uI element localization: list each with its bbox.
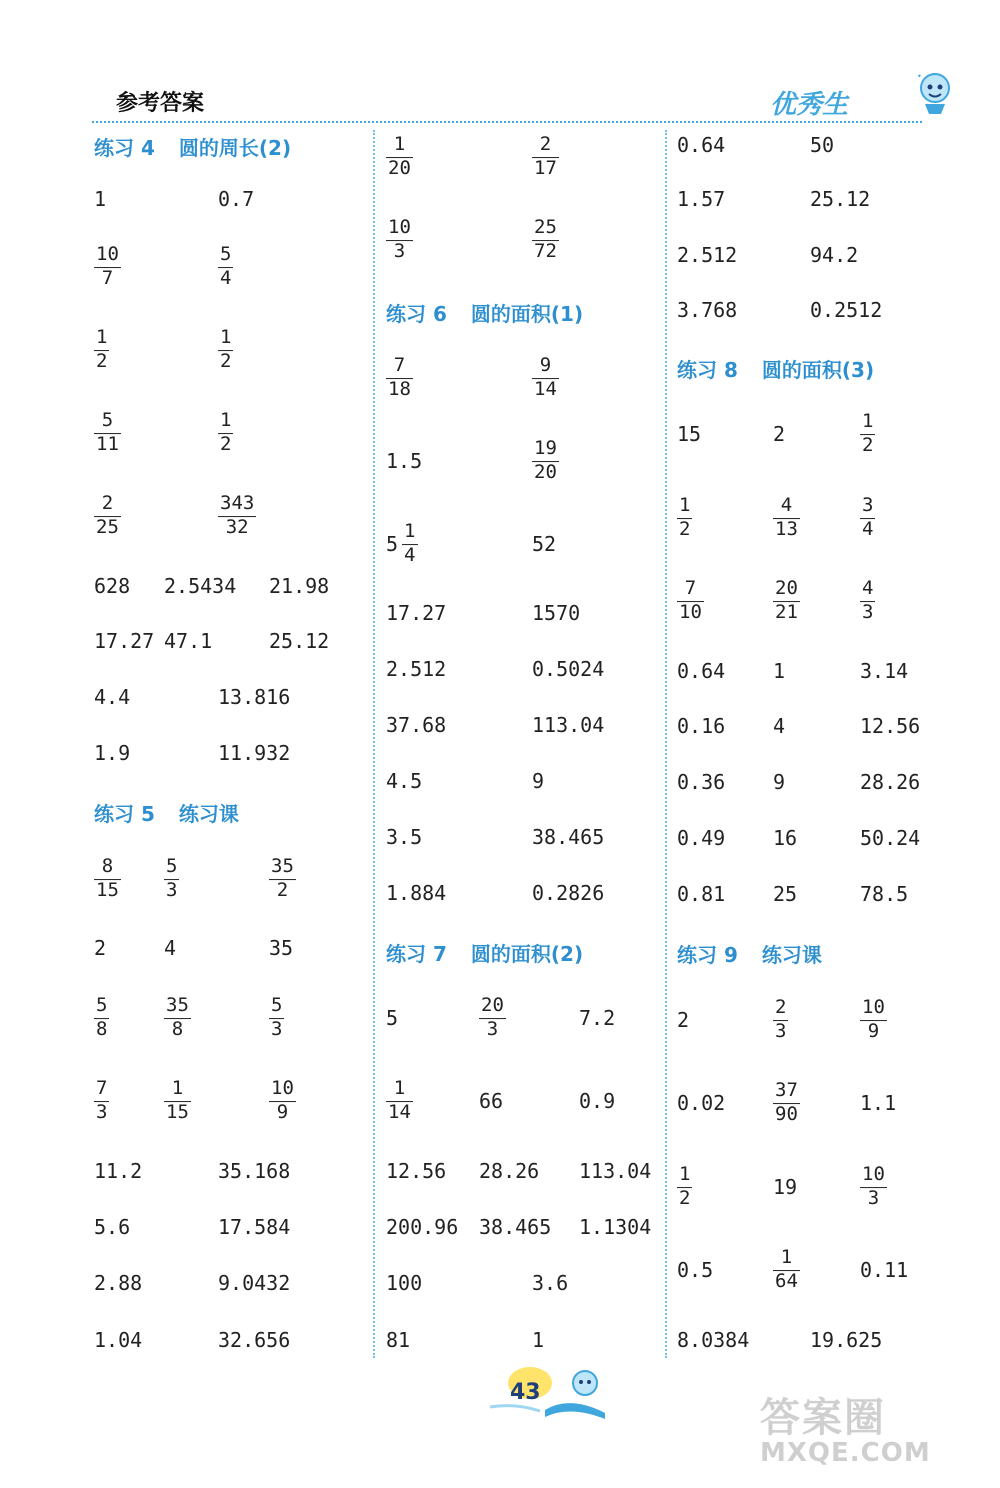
answer-value: 0.5 [677, 1258, 714, 1282]
answer-value: 28.26 [479, 1159, 540, 1183]
answer-value: 2.5434 [164, 574, 237, 598]
page-header-title: 参考答案 [116, 91, 205, 116]
answer-value: 1.5 [386, 449, 423, 473]
answer-value: 25.12 [269, 629, 330, 653]
fraction-denominator: 3 [271, 1018, 283, 1040]
fraction-denominator: 2 [679, 1187, 691, 1209]
fraction-denominator: 72 [534, 240, 557, 262]
answer-value: 3.14 [860, 659, 909, 683]
fraction [94, 1079, 109, 1123]
fraction-numerator: 20 [775, 577, 798, 600]
fraction-denominator: 4 [862, 518, 874, 540]
answer-value [860, 1165, 887, 1209]
answer-value [677, 496, 692, 540]
fraction [218, 411, 233, 455]
header-divider [92, 121, 922, 123]
fraction-numerator: 9 [539, 354, 552, 377]
fraction [532, 218, 559, 262]
fraction [94, 857, 121, 901]
fraction-numerator: 5 [271, 994, 283, 1017]
answer-value [94, 857, 121, 901]
fraction-denominator: 21 [775, 601, 798, 623]
fraction-denominator: 18 [388, 378, 411, 400]
exercise-heading [677, 939, 822, 968]
answer-value: 25.12 [810, 187, 871, 211]
fraction [164, 1079, 191, 1123]
answer-value: 100 [386, 1271, 423, 1295]
answer-value: 628 [94, 574, 131, 598]
answer-value: 5 $\frac{1}{4}$ [386, 520, 416, 566]
answer-value: 15 [677, 422, 702, 446]
fraction-numerator: 7 [96, 1077, 108, 1100]
fraction-numerator: 1 [404, 520, 416, 543]
answer-value [218, 494, 256, 538]
answer-value: 0.2512 [810, 298, 883, 322]
fraction-denominator: 14 [534, 378, 557, 400]
fraction [94, 494, 121, 538]
answer-value [386, 1079, 413, 1123]
answer-value: 0.64 [677, 133, 726, 157]
answer-value: 12.56 [386, 1159, 447, 1183]
answer-value: 21.98 [269, 574, 330, 598]
fraction-denominator: 3 [486, 1018, 499, 1040]
fraction [773, 998, 788, 1042]
fraction-numerator: 10 [271, 1077, 294, 1100]
watermark-site: MXQE.COM [760, 1438, 931, 1468]
fraction-numerator: 1 [96, 326, 108, 349]
answer-value: 1570 [532, 601, 581, 625]
answer-value: 4 [773, 714, 786, 738]
fraction [773, 496, 800, 540]
fraction-numerator: 10 [862, 1163, 885, 1186]
fraction-denominator: 2 [220, 350, 232, 372]
fraction-numerator: 1 [393, 133, 406, 156]
fraction-denominator: 3 [96, 1101, 108, 1123]
answer-value [532, 135, 559, 179]
fraction-numerator: 5 [101, 409, 114, 432]
exercise-number: 练习 6 [386, 302, 447, 326]
answer-value [773, 1081, 800, 1125]
answer-value: 1.9 [94, 741, 131, 765]
answer-value [386, 218, 413, 262]
fraction [677, 1165, 692, 1209]
fraction [532, 439, 559, 483]
answer-value [164, 1079, 191, 1123]
exercise-title: 圆的面积(1) [470, 302, 584, 326]
fraction-numerator: 5 [166, 855, 178, 878]
fraction [269, 1079, 296, 1123]
answer-value [532, 439, 559, 483]
answer-value [94, 328, 109, 372]
fraction [773, 1081, 800, 1125]
fraction [860, 1165, 887, 1209]
fraction-denominator: 2 [96, 350, 108, 372]
answer-value: 0.5024 [532, 657, 605, 681]
answer-value: 4 [164, 936, 177, 960]
answer-value: 0.49 [677, 826, 726, 850]
answer-value [532, 218, 559, 262]
fraction-numerator: 4 [862, 577, 874, 600]
fraction-denominator: 3 [166, 879, 178, 901]
answer-value [218, 245, 233, 289]
answer-value [386, 135, 413, 179]
answer-value: 7.2 [579, 1006, 616, 1030]
fraction-numerator: 10 [862, 996, 885, 1019]
fraction-numerator: 8 [101, 855, 114, 878]
answer-value: 1.57 [677, 187, 726, 211]
answer-value: 0.7 [218, 187, 255, 211]
fraction-numerator: 1 [679, 494, 691, 517]
fraction [677, 579, 704, 623]
answer-value [94, 1079, 109, 1123]
answer-value [677, 579, 704, 623]
answer-value: 12.56 [860, 714, 921, 738]
answer-value: 50.24 [860, 826, 921, 850]
answer-value: 0.64 [677, 659, 726, 683]
fraction [677, 496, 692, 540]
answer-value: 200.96 [386, 1215, 459, 1239]
fraction-numerator: 2 [775, 996, 787, 1019]
answer-value: 1.04 [94, 1328, 143, 1352]
fraction [218, 245, 233, 289]
fraction [773, 579, 800, 623]
mascot-icon [915, 70, 955, 116]
answer-value [860, 412, 875, 456]
fraction [860, 579, 875, 623]
answer-value: 113.04 [532, 713, 605, 737]
answer-value: 17.584 [218, 1215, 291, 1239]
answer-value [479, 996, 506, 1040]
answer-value: 4.4 [94, 685, 131, 709]
answer-value: 81 [386, 1328, 411, 1352]
answer-value [860, 579, 875, 623]
fraction-denominator: 3 [867, 1187, 880, 1209]
answer-value: 17.27 [386, 601, 447, 625]
answer-value: 9 [532, 769, 545, 793]
answer-value [164, 857, 179, 901]
fraction-numerator: 25 [534, 216, 557, 239]
answer-value [269, 1079, 296, 1123]
exercise-number: 练习 7 [386, 942, 447, 966]
fraction-numerator: 2 [539, 133, 552, 156]
answer-value [164, 996, 191, 1040]
answer-value: 4.5 [386, 769, 423, 793]
answer-value: 1 [532, 1328, 545, 1352]
watermark-logo: 答案圈 [760, 1395, 886, 1441]
fraction-numerator: 3 [862, 494, 874, 517]
fraction-denominator: 2 [220, 433, 232, 455]
answer-value [218, 411, 233, 455]
fraction-denominator: 11 [96, 433, 119, 455]
fraction-denominator: 3 [393, 240, 406, 262]
answer-value [94, 411, 121, 455]
exercise-number: 练习 4 [94, 136, 155, 160]
fraction [860, 998, 887, 1042]
answer-value: 5.6 [94, 1215, 131, 1239]
fraction-numerator: 1 [780, 1246, 793, 1269]
fraction-denominator: 9 [276, 1101, 289, 1123]
fraction [532, 356, 559, 400]
fraction-denominator: 13 [775, 518, 798, 540]
fraction [164, 857, 179, 901]
page-number: 43 [510, 1380, 541, 1405]
answer-value: 28.26 [860, 770, 921, 794]
svg-text:✦: ✦ [917, 71, 922, 80]
fraction [386, 218, 413, 262]
fraction [94, 996, 109, 1040]
exercise-heading [386, 938, 583, 967]
fraction-numerator: 1 [862, 410, 874, 433]
answer-value [94, 245, 121, 289]
fraction [386, 135, 413, 179]
answer-value [532, 356, 559, 400]
fraction-numerator: 343 [220, 492, 255, 515]
answer-value: 35 [269, 936, 294, 960]
answer-value: 35.168 [218, 1159, 291, 1183]
mixed-number [402, 522, 417, 566]
answer-value: 38.465 [532, 825, 605, 849]
answer-value: 25 [773, 882, 798, 906]
exercise-title: 圆的面积(3) [761, 358, 875, 382]
answer-value: 11.932 [218, 741, 291, 765]
answer-value: 3.768 [677, 298, 738, 322]
answer-value: 50 [810, 133, 835, 157]
fraction-numerator: 35 [271, 855, 294, 878]
exercise-heading [94, 132, 291, 161]
answer-value: 2.88 [94, 1271, 143, 1295]
answer-value [860, 496, 875, 540]
answer-value: 66 [479, 1089, 504, 1113]
fraction-denominator: 14 [388, 1101, 411, 1123]
watermark [760, 1395, 990, 1483]
answer-value: 19.625 [810, 1328, 883, 1352]
column-divider [373, 130, 375, 1358]
fraction-denominator: 64 [775, 1270, 798, 1292]
answer-value: 8.0384 [677, 1328, 750, 1352]
fraction-denominator: 3 [862, 601, 874, 623]
answer-value: 94.2 [810, 243, 859, 267]
answer-value: 0.9 [579, 1089, 616, 1113]
fraction [479, 996, 506, 1040]
answer-value [94, 494, 121, 538]
answer-value [269, 996, 284, 1040]
fraction-numerator: 5 [220, 243, 232, 266]
answer-value: 0.16 [677, 714, 726, 738]
fraction-denominator: 15 [166, 1101, 189, 1123]
fraction-numerator: 1 [220, 326, 232, 349]
brand-logo-text: 优秀生 [770, 90, 849, 120]
fraction-denominator: 2 [862, 434, 874, 456]
fraction-denominator: 20 [534, 461, 557, 483]
answer-value: 0.81 [677, 882, 726, 906]
answer-value: 11.2 [94, 1159, 143, 1183]
fraction [773, 1248, 800, 1292]
answer-value: 1 [94, 187, 107, 211]
answer-value: 32.656 [218, 1328, 291, 1352]
fraction-numerator: 7 [393, 354, 406, 377]
fraction [218, 328, 233, 372]
fraction [860, 496, 875, 540]
answer-value: 9.0432 [218, 1271, 291, 1295]
fraction [218, 494, 256, 538]
exercise-heading [94, 798, 239, 827]
fraction-numerator: 5 [96, 994, 108, 1017]
fraction [532, 135, 559, 179]
exercise-title: 圆的面积(2) [470, 942, 584, 966]
answer-value: 13.816 [218, 685, 291, 709]
fraction-denominator: 10 [679, 601, 702, 623]
answer-value [677, 1165, 692, 1209]
exercise-number: 练习 5 [94, 802, 155, 826]
fraction-denominator: 3 [775, 1020, 787, 1042]
fraction-denominator: 8 [171, 1018, 184, 1040]
reading-child-illustration [485, 1355, 625, 1425]
answer-value [269, 857, 296, 901]
fraction-numerator: 1 [171, 1077, 184, 1100]
column-divider [665, 130, 667, 1358]
answer-value: 78.5 [860, 882, 909, 906]
fraction-numerator: 1 [220, 409, 232, 432]
fraction-denominator: 8 [96, 1018, 108, 1040]
answer-value [218, 328, 233, 372]
answer-value [386, 356, 413, 400]
fraction-denominator: 17 [534, 157, 557, 179]
fraction-denominator: 4 [220, 267, 232, 289]
fraction [860, 412, 875, 456]
answer-value: 0.11 [860, 1258, 909, 1282]
fraction-numerator: 19 [534, 437, 557, 460]
answer-value [860, 998, 887, 1042]
answer-value: 38.465 [479, 1215, 552, 1239]
fraction-numerator: 7 [684, 577, 697, 600]
fraction [386, 356, 413, 400]
fraction [94, 411, 121, 455]
answer-value: 19 [773, 1175, 798, 1199]
fraction [269, 857, 296, 901]
answer-value [773, 579, 800, 623]
fraction-numerator: 1 [393, 1077, 406, 1100]
answer-value: 2.512 [677, 243, 738, 267]
answer-value [773, 1248, 800, 1292]
answer-value: 17.27 [94, 629, 155, 653]
fraction [94, 328, 109, 372]
fraction-numerator: 4 [780, 494, 793, 517]
exercise-title: 练习课 [178, 802, 239, 826]
fraction-denominator: 9 [867, 1020, 880, 1042]
answer-value [773, 496, 800, 540]
fraction-denominator: 15 [96, 879, 119, 901]
answer-value: 0.02 [677, 1091, 726, 1115]
answer-value: 2 [94, 936, 107, 960]
answer-value: 2 [773, 422, 786, 446]
answer-value: 1 [773, 659, 786, 683]
fraction-numerator: 10 [388, 216, 411, 239]
fraction-denominator: 25 [96, 516, 119, 538]
fraction-numerator: 37 [775, 1079, 798, 1102]
answer-value: 47.1 [164, 629, 213, 653]
fraction-denominator: 32 [225, 516, 249, 538]
fraction-numerator: 1 [679, 1163, 691, 1186]
answer-value: 2.512 [386, 657, 447, 681]
answer-value: 113.04 [579, 1159, 652, 1183]
answer-value: 1.1 [860, 1091, 897, 1115]
answer-value: 0.2826 [532, 881, 605, 905]
fraction-denominator: 2 [276, 879, 289, 901]
answer-value: 9 [773, 770, 786, 794]
answer-value: 2 [677, 1008, 690, 1032]
fraction [94, 245, 121, 289]
answer-value: 52 [532, 532, 557, 556]
answer-value: 3.6 [532, 1271, 569, 1295]
fraction-denominator: 4 [404, 544, 416, 566]
exercise-heading [677, 354, 874, 383]
answer-value: 5 [386, 1006, 399, 1030]
fraction [164, 996, 191, 1040]
fraction-numerator: 20 [481, 994, 504, 1017]
fraction-numerator: 10 [96, 243, 119, 266]
answer-value: 1.884 [386, 881, 447, 905]
fraction-denominator: 7 [101, 267, 114, 289]
fraction-denominator: 90 [775, 1103, 798, 1125]
fraction [386, 1079, 413, 1123]
exercise-title: 练习课 [761, 943, 822, 967]
exercise-title: 圆的周长(2) [178, 136, 292, 160]
answer-value: 16 [773, 826, 798, 850]
fraction-denominator: 2 [679, 518, 691, 540]
exercise-number: 练习 8 [677, 358, 738, 382]
answer-value [773, 998, 788, 1042]
answer-value [94, 996, 109, 1040]
exercise-number: 练习 9 [677, 943, 738, 967]
exercise-heading [386, 298, 583, 327]
fraction-numerator: 35 [166, 994, 189, 1017]
fraction-denominator: 20 [388, 157, 411, 179]
fraction [269, 996, 284, 1040]
answer-value: 37.68 [386, 713, 447, 737]
fraction-numerator: 2 [101, 492, 114, 515]
answer-value: 3.5 [386, 825, 423, 849]
answer-value: 1.1304 [579, 1215, 652, 1239]
answer-value: 0.36 [677, 770, 726, 794]
